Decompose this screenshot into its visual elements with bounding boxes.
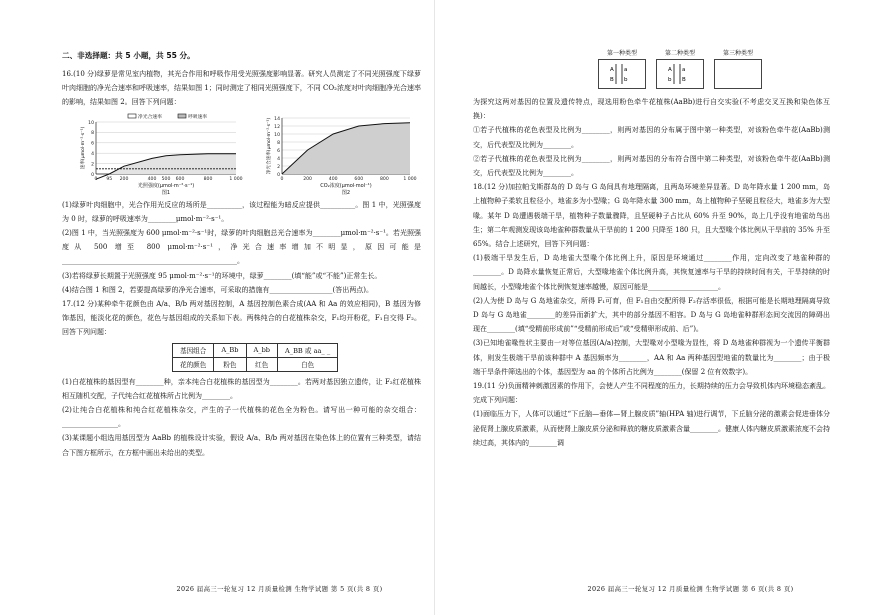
- x-tick-label: 600: [354, 176, 364, 182]
- legend-resp-label: 呼吸速率: [188, 114, 208, 120]
- q16-part-2: (2)图 1 中，当光照强度为 600 μmol·m⁻²·s⁻¹时，绿萝的叶肉细胞总光合速率为________μmol·m⁻²·s⁻¹。若光照强度从 500 增至 800 μmol·m⁻²·s⁻¹，净光合速率增加不明显，原因可能是__________________________________________________。: [62, 229, 421, 266]
- type-3-diagram-empty: [714, 59, 762, 89]
- q17-intro: 17.(12 分)某种牵牛花颜色由 A/a、B/b 两对基因控制，A 基因控制色素合成(AA 和 Aa 的效应相同)，B 基因为修饰基因，能淡化花的颜色，花色与基因组成的关系如下表。两株纯合的白花植株杂交，F₁均开粉花，F₁自交得 F₂。回答下列问题：: [62, 300, 421, 337]
- x-tick-label: 400: [328, 176, 338, 182]
- type-label: 第一种类型: [606, 50, 637, 57]
- table-cell: 基因组合: [173, 343, 214, 357]
- section-title: 二、非选择题：共 5 小题，共 55 分。: [62, 51, 195, 60]
- table-cell: A_BB 或 aa_ _: [278, 343, 338, 357]
- x-tick-label: 1 000: [229, 176, 243, 182]
- x-tick-label: 95: [106, 176, 113, 182]
- table-cell: 红色: [246, 357, 278, 371]
- q16-figures: [70, 112, 421, 198]
- y-tick-label: 2: [277, 164, 280, 170]
- table-cell: 粉色: [214, 357, 246, 371]
- x-axis-label: CO₂浓度(μmol·mol⁻¹): [320, 182, 372, 189]
- q16-part-4: (4)结合图 1 和图 2，若要提高绿萝的净光合速率，可采取的措施有__________________(答出两点)。: [62, 285, 373, 294]
- y-tick-label: 0: [277, 172, 280, 178]
- y-tick-label: 8: [91, 130, 94, 136]
- x-axis-label: 光照强度(μmol·m⁻²·s⁻¹): [137, 182, 195, 189]
- chromosome-type-boxes: [598, 48, 830, 89]
- type-2-box: [656, 48, 704, 89]
- table-cell: 白色: [278, 357, 338, 371]
- figure-1: [70, 112, 248, 198]
- y-tick-label: 2: [91, 162, 94, 168]
- y-tick-label: 14: [274, 116, 280, 122]
- x-tick-label: 200: [303, 176, 312, 182]
- y-axis-label: 净光合速率(μmol·m⁻²·s⁻¹): [267, 117, 272, 174]
- q16-part-3: (3)若将绿萝长期置于光照强度 95 μmol·m⁻²·s⁻¹的环境中，绿萝________(填“能”或“不能”)正常生长。: [62, 271, 382, 280]
- q18-part-2: (2)人为使 D 岛与 G 岛地雀杂交，所得 F₁可育，但 F₁自由交配所得 F₂存活率很低，根据可能是长期地理隔离导致 D 岛与 G 岛地雀________的差异而新扩大，其中的部分基因不相容。D 岛与 G 岛地雀种群形态间交流因的障碍出现在________(填“受精前形成前”“受精前形成后”或“受精卵形成前、后”)。: [473, 296, 830, 334]
- svg-text:B: B: [682, 77, 686, 83]
- y-tick-label: 12: [274, 124, 280, 130]
- type-label: 第三种类型: [722, 50, 753, 57]
- x-tick-label: 1 000: [403, 176, 417, 182]
- legend-net-label: 净光合速率: [138, 114, 162, 120]
- x-tick-label: 0: [280, 176, 284, 182]
- table-row: [173, 357, 338, 371]
- q16-part-1: (1)绿萝叶肉细胞中，光合作用光反应的场所是__________，该过程能为暗反应提供__________。图 1 中，光照强度为 0 时，绿萝的呼吸速率为________μmol·m⁻²·s⁻¹。: [62, 200, 421, 223]
- q18-part-1: (1)极端干旱发生后，D 岛地雀大型喙个体比例上升，原因是环境通过________作用，定向改变了地雀种群的________。D 岛降水量恢复正常后，大型喙地雀个体比例升高，其恢复速率与干旱的持续时间有关，干旱持续的时间越长，小型喙地雀个体比例恢复速率越慢，原因可能是____________________。: [473, 254, 830, 291]
- x-tick-label: 400: [147, 176, 157, 182]
- type-1-diagram: [598, 59, 646, 89]
- legend-swatch-resp: [178, 114, 186, 118]
- svg-text:A: A: [668, 67, 672, 73]
- chromosome-diagram-1: [599, 60, 645, 88]
- figure-2-chart: [258, 112, 418, 198]
- y-tick-label: 4: [277, 156, 280, 162]
- q17-part-1: (1)白花植株的基因型有________种，亲本纯合白花植株的基因型为________。若两对基因独立遗传，让 F₂红花植株相互随机交配，子代纯合红花植株所占比例为________。: [62, 377, 421, 400]
- x-tick-label: 800: [380, 176, 389, 182]
- x-tick-label: 500: [161, 176, 171, 182]
- area-fill: [96, 153, 236, 173]
- svg-text:B: B: [610, 77, 614, 83]
- y-tick-label: 10: [88, 120, 94, 126]
- figure-caption: 图2: [341, 189, 351, 196]
- type-1-box: [598, 48, 646, 89]
- y-tick-label: 6: [277, 148, 280, 154]
- table-cell: A_Bb: [214, 343, 246, 357]
- page-6: [435, 0, 870, 615]
- y-tick-label: 6: [91, 141, 94, 147]
- genotype-table: [172, 343, 338, 372]
- x-tick-label: 200: [119, 176, 129, 182]
- q18-intro: 18.(12 分)加拉帕戈斯群岛的 D 岛与 G 岛间具有地理隔离，且两岛环境差异显著。D 岛年降水量 1 200 mm，岛上植物种子柔软且粒径小，地雀多为小型喙；G 岛年降水量 300 mm，岛上植物种子坚硬且粒径大，地雀多为大型喙。某年 D 岛遭遇极端干旱，植物种子数量骤降，且坚硬种子占比从 60% 升至 90%，岛上几乎没有地雀幼鸟出生；第二年观测发现该岛地雀种群数量从干旱前的 1 200 只降至 180 只，且大型喙个体比例从干旱前的 35% 升至 65%。结合上述研究，回答下列问题：: [473, 183, 830, 249]
- svg-text:a: a: [624, 67, 628, 73]
- svg-text:a: a: [682, 67, 686, 73]
- x-tick-label: 600: [175, 176, 185, 182]
- y-tick-label: 10: [274, 132, 280, 138]
- case-1-text: ①若子代植株的花色表型及比例为________，则两对基因的分布属于图中第一种类型，对该粉色牵牛花(AaBb)测交，后代表型及比例为________。: [473, 126, 830, 149]
- page-footer: 2026 届高三一轮复习 12 月质量检测 生物学试题 第 5 页(共 8 页): [176, 585, 383, 593]
- svg-text:b: b: [624, 77, 628, 83]
- type-label: 第二种类型: [664, 50, 695, 57]
- legend-swatch-net: [128, 114, 136, 118]
- svg-text:b: b: [668, 77, 672, 83]
- y-axis-label: 速率(μmol·m⁻²·s⁻¹): [81, 126, 86, 169]
- x-tick-label: 0: [94, 176, 98, 182]
- type-3-box: [714, 48, 762, 89]
- type-2-diagram: [656, 59, 704, 89]
- q18-part-3: (3)已知地雀喙性状主要由一对等位基因(A/a)控制，大型喙对小型喙为显性，将 D 岛地雀种群视为一个遗传平衡群体，则发生极端干旱前该种群中 A 基因频率为________，AA 和 Aa 两种基因型地雀的数量比为________；由于极端干旱条件筛选出的个体，基因型为 aa 的个体所占比例为________(保留 2 位有效数字)。: [473, 339, 830, 376]
- figure-caption: 图1: [161, 189, 171, 196]
- x-tick-label: 800: [203, 176, 213, 182]
- svg-text:A: A: [610, 67, 614, 73]
- y-tick-label: 8: [277, 140, 280, 146]
- q19-intro: 19.(11 分)负面精神刺激因素的作用下，会使人产生不同程度的压力，长期持续的压力会导致机体内环境稳态紊乱。完成下列问题：: [473, 382, 830, 405]
- q16-intro: 16.(10 分)绿萝是常见室内植物，其光合作用和呼吸作用受光照强度影响显著。研究人员测定了不同光照强度下绿萝叶肉细胞的净光合速率和呼吸速率，结果如图 1；同时测定了相同光照强度下，不同 CO₂浓度对叶肉细胞净光合速率的影响，结果如图 2。回答下列问题：: [62, 70, 421, 107]
- q17-part-3: (3)某课题小组选用基因型为 AaBb 的植株设计实验，假设 A/a、B/b 两对基因在染色体上的位置有三种类型，请结合下图方框所示，在方框中画出未给出的类型。: [62, 434, 421, 457]
- y-tick-label: 4: [91, 151, 94, 157]
- q17-part-2: (2)让纯合白花植株和纯合红花植株杂交，产生的子一代植株的花色全为粉色。请写出一种可能的杂交组合：________________。: [62, 406, 421, 429]
- table-cell: A_bb: [246, 343, 278, 357]
- figure-2: [258, 112, 418, 198]
- method-text: 为探究这两对基因的位置及遗传特点，现选用粉色牵牛花植株(AaBb)进行自交实验(不考虑交叉互换和染色体互换)：: [473, 98, 830, 121]
- y-tick-label: 0: [91, 172, 94, 178]
- table-cell: 花的颜色: [173, 357, 214, 371]
- case-2-text: ②若子代植株的花色表型及比例为________，则两对基因的分布符合图中第二种类型，对该粉色牵牛花(AaBb)测交，后代表型及比例为________。: [473, 154, 830, 178]
- figure-1-chart: [70, 112, 248, 198]
- q19-part-1: (1)面临压力下，人体可以通过“下丘脑—垂体—肾上腺皮质”轴(HPA 轴)进行调节，下丘脑分泌的激素会促进垂体分泌促肾上腺皮质激素，从而使肾上腺皮质分泌和释放的糖皮质激素含量________。健康人体内糖皮质激素浓度不会持续过高，其体内的________调: [473, 410, 830, 447]
- chromosome-diagram-2: [657, 60, 703, 88]
- table-row: [173, 343, 338, 357]
- page-footer: 2026 届高三一轮复习 12 月质量检测 生物学试题 第 6 页(共 8 页): [587, 585, 794, 593]
